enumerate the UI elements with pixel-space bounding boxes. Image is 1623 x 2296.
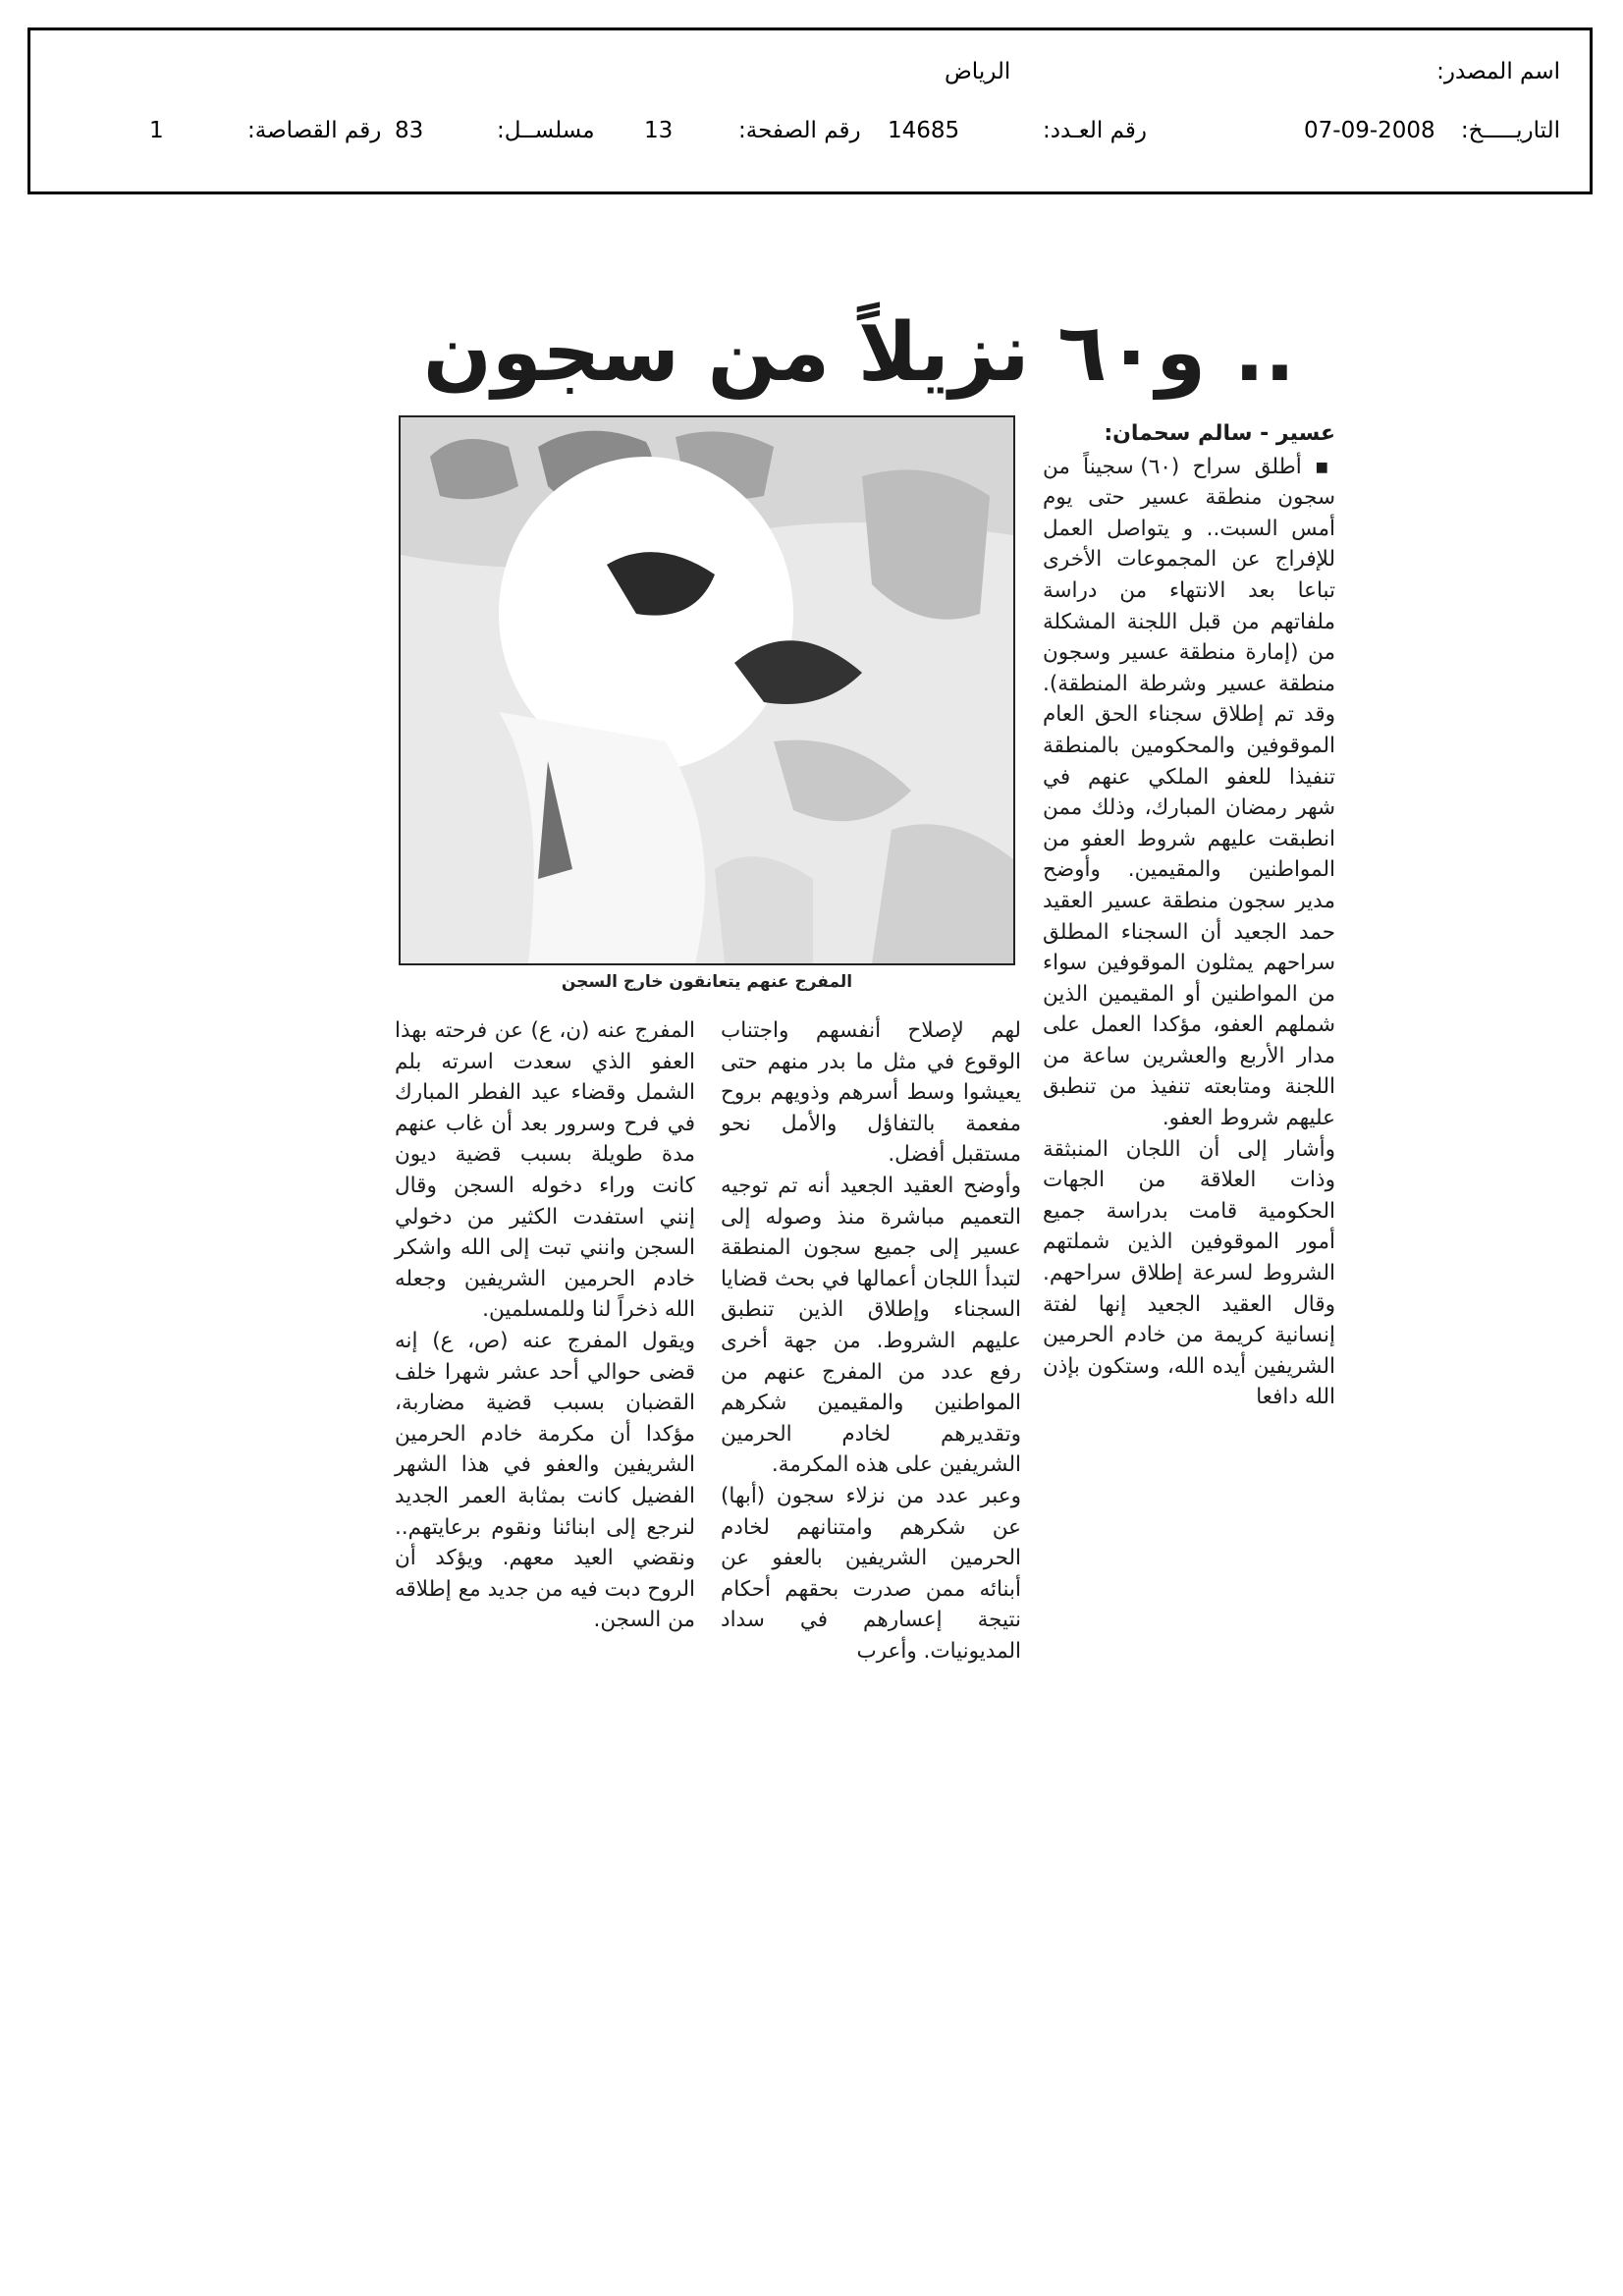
- source-value: الرياض: [945, 59, 1011, 84]
- clip-value: 1: [149, 118, 164, 143]
- column-1-paragraph-1: ▪ أطلق سراح (٦٠) سجيناً من سجون منطقة عسير حتى يوم أمس السبت.. و يتواصل العمل للإفراج عن المجموعات الأخرى تباعا بعد الانتهاء من دراسة ملفاتهم من قبل اللجنة المشكلة من (إمارة منطقة عسير وسجون منطقة عسير وشرطة المنطقة). وقد تم إطلاق سجناء الحق العام الموقوفين والمحكومين بالمنطقة تنفيذا للعفو الملكي عنهم في شهر رمضان المبارك، وذلك ممن انطبقت عليهم شروط العفو من المواطنين والمقيمين. وأوضح مدير سجون منطقة عسير العقيد حمد الجعيد أن السجناء المطلق سراحهم يمثلون الموقوفين سواء من المواطنين أو المقيمين الذين شملهم العفو، مؤكدا العمل على مدار الأربع والعشرين ساعة من اللجنة ومتابعته تنفيذ من تنطبق عليهم شروط العفو.: [1043, 454, 1336, 1131]
- column-2-paragraph-1: لهم لإصلاح أنفسهم واجتناب الوقوع في مثل ما بدر منهم حتى يعيشوا وسط أسرهم وذويهم بروح مفعمة بالتفاؤل والأمل نحو مستقبل أفضل.: [721, 1018, 1021, 1168]
- issue-label: رقم العـدد:: [1043, 118, 1148, 143]
- issue-value: 14685: [888, 118, 960, 143]
- page-value: 13: [644, 118, 674, 143]
- serial-label: مسلســل:: [497, 118, 595, 143]
- article-photo: [399, 415, 1015, 965]
- clipping-header-box: [27, 27, 1593, 194]
- column-2-paragraph-2: وأوضح العقيد الجعيد أنه تم توجيه التعميم مباشرة منذ وصوله إلى عسير إلى جميع سجون المنطقة لتبدأ اللجان أعمالها في بحث قضايا السجناء وإطلاق الذين تنطبق عليهم الشروط. من جهة أخرى رفع عدد من المفرج عنهم من المواطنين والمقيمين شكرهم وتقديرهم لخادم الحرمين الشريفين على هذه المكرمة.: [721, 1173, 1021, 1478]
- column-1-paragraph-2: وأشار إلى أن اللجان المنبثقة وذات العلاقة من الجهات الحكومية قامت بدراسة جميع أمور الموقوفين الذين شملتهم الشروط لسرعة إطلاق سراحهم. وقال العقيد الجعيد إنها لفتة إنسانية كريمة من خادم الحرمين الشريفين أيده الله، وستكون بإذن الله دافعا: [1043, 1136, 1335, 1410]
- photo-caption: المفرج عنهم يتعانقون خارج السجن: [561, 972, 853, 992]
- column-3-paragraph-1: المفرج عنه (ن، ع) عن فرحته بهذا العفو الذي سعدت اسرته بلم الشمل وقضاء عيد الفطر المبارك في فرح وسرور بعد أن غاب عنهم مدة طويلة بسبب قضية ديون كانت وراء دخوله السجن وقال إنني استفدت الكثير من دخولي السجن وانني تبت إلى الله واشكر خادم الحرمين الشريفين وجعله الله ذخراً لنا وللمسلمين.: [395, 1018, 695, 1323]
- article-byline: عسير - سالم سحمان:: [1104, 421, 1335, 446]
- article-column-1: [1043, 418, 1335, 1413]
- page-label: رقم الصفحة:: [738, 118, 861, 143]
- column-2-paragraph-3: وعبر عدد من نزلاء سجون (أبها) عن شكرهم وامتنانهم لخادم الحرمين الشريفين بالعفو عن أبنائه ممن صدرت بحقهم أحكام نتيجة إعسارهم في سداد المديونيات. وأعرب: [721, 1483, 1021, 1664]
- column-3-paragraph-2: ويقول المفرج عنه (ص، ع) إنه قضى حوالي أحد عشر شهرا خلف القضبان بسبب قضية مضاربة، مؤكدا أن مكرمة خادم الحرمين الشريفين والعفو في هذا الشهر الفضيل كانت بمثابة العمر الجديد لنرجع إلى ابنائنا ونقوم برعايتهم.. ونقضي العيد معهم. ويؤكد أن الروح دبت فيه من جديد مع إطلاقه من السجن.: [395, 1328, 695, 1633]
- article-headline: .. و٦٠ نزيلاً من سجون: [422, 306, 1296, 400]
- serial-value: 83: [395, 118, 424, 143]
- date-label: التاريـــــخ:: [1460, 118, 1560, 143]
- article-column-3: [395, 1015, 695, 1636]
- source-label: اسم المصدر:: [1436, 59, 1560, 84]
- date-value: 07-09-2008: [1304, 118, 1435, 143]
- clip-label: رقم القصاصة:: [247, 118, 382, 143]
- article-column-2: [721, 1015, 1021, 1667]
